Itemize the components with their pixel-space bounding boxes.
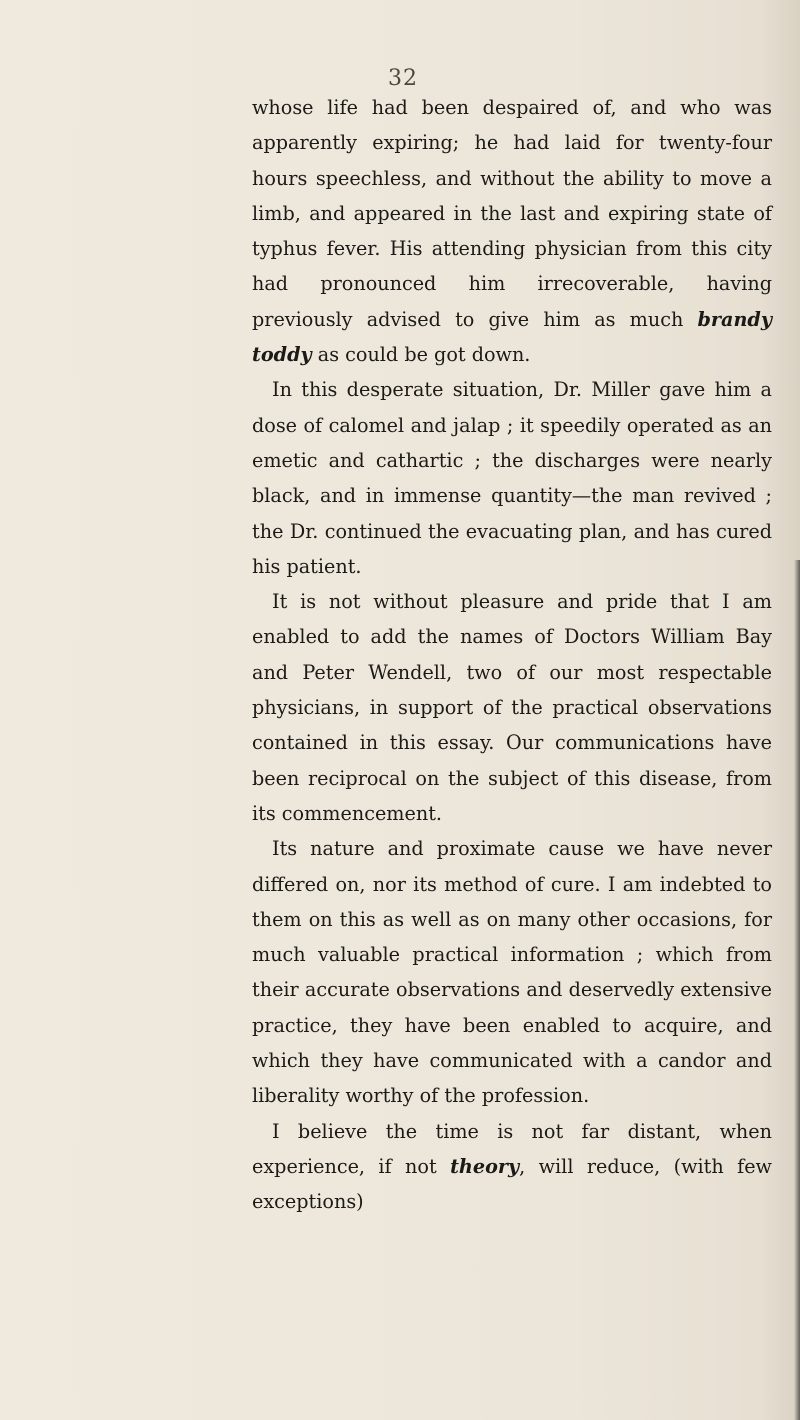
paragraph-2: In this desperate situation, Dr. Miller gave him a dose of calomel and jalap ; it speedily operated as an emetic and cathartic ; the discharges were nearly black, and in immense quantity—the man revived ; the Dr. continued the evacuating plan, and has cured his patient. xyxy=(252,378,772,578)
emphasis-theory: theory xyxy=(450,1154,520,1178)
body-text xyxy=(252,90,772,1220)
paragraph-5-text-b: , will reduce, (with few exceptions) xyxy=(252,1154,772,1214)
paragraph-3: It is not without pleasure and pride that I am enabled to add the names of Doctors William Bay and Peter Wendell, two of our most respectable physicians, in support of the practical observations contained in this essay. Our communications have been reciprocal on the subject of this disease, from its commencement. xyxy=(252,590,772,825)
page-number: 32 xyxy=(388,66,418,91)
paragraph-1-text-b: as could be got down. xyxy=(311,343,531,367)
page-edge-shadow xyxy=(794,560,800,1420)
paragraph-4: Its nature and proximate cause we have never differed on, nor its method of cure. I am indebted to them on this as well as on many other occasions, for much valuable practical information ; which from their accurate observations and deservedly extensive practice, they have been enabled to acquire, and which they have communicated with a candor and liberality worthy of the profession. xyxy=(252,837,772,1108)
paragraph-5 xyxy=(252,1114,772,1220)
paragraph-5-text-a: I believe the time is not far distant, when experience, if not xyxy=(252,1119,772,1178)
paragraph-1-text-a: whose life had been despaired of, and who was apparently expiring; he had laid for twenty-four hours speechless, and without the ability to move a limb, and appeared in the last and expiring state of typhus fever. His attending physician from this city had pronounced him irrecoverable, having previously advised to give him as much xyxy=(252,96,772,331)
paragraph-1 xyxy=(252,90,772,372)
emphasis-brandy-toddy: brandy toddy xyxy=(252,307,772,367)
